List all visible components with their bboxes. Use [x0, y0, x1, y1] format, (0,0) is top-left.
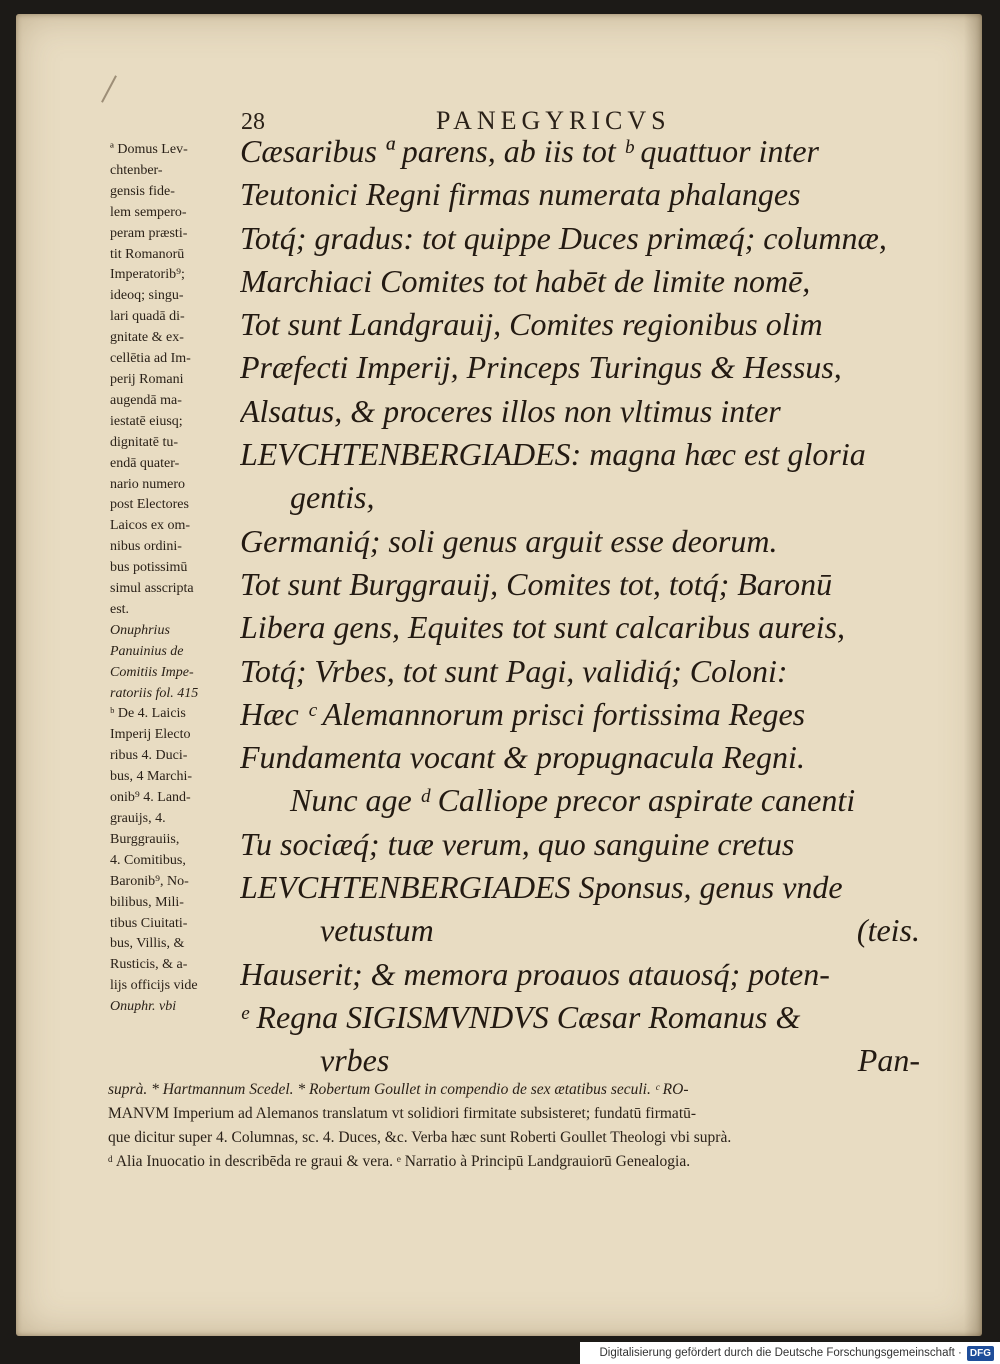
- sidenote-line: nario numero: [110, 476, 186, 492]
- sidenote-line: post Electores: [110, 497, 189, 513]
- sidenote-line: iestatē eiusq;: [110, 413, 183, 429]
- verse-line: Nunc age ᵈ Calliope precor aspirate canenti: [290, 782, 856, 819]
- sidenote-line: cellētia ad Im-: [110, 351, 191, 367]
- sidenote-line: gnitate & ex-: [110, 330, 184, 346]
- sidenote-line: est.: [110, 601, 130, 617]
- sidenote-line: Burggrauiis,: [110, 831, 180, 847]
- verse-line: Tot sunt Landgrauij, Comites regionibus olim: [240, 306, 823, 343]
- sidenote-line: Imperatorib⁹;: [110, 267, 185, 283]
- verse-line: Alsatus, & proceres illos non vltimus inter: [240, 392, 781, 429]
- sidenote-line: dignitatē tu-: [110, 434, 179, 450]
- verse-line: Cæsaribus ª parens, ab iis tot ᵇ quattuor inter: [240, 133, 819, 169]
- sidenote-line: chtenber-: [110, 162, 163, 178]
- dfg-logo-icon: DFG: [967, 1346, 994, 1361]
- verse-line: LEVCHTENBERGIADES Sponsus, genus vnde: [240, 869, 843, 906]
- verse-line-continuation: vetustum: [320, 912, 434, 949]
- verse-line: Teutonici Regni firmas numerata phalanges: [240, 176, 801, 213]
- verse-line-split: [240, 909, 920, 952]
- verse-line: LEVCHTENBERGIADES: magna hæc est gloria: [240, 436, 866, 473]
- verse-line: Tu sociæq́; tuæ verum, quo sanguine cretus: [240, 825, 795, 862]
- digitization-footer: [580, 1342, 1000, 1364]
- sidenote-line: peram præsti-: [110, 225, 188, 241]
- sidenote-line: ratoriis fol. 415: [110, 685, 199, 701]
- footnote-line: suprà. * Hartmannum Scedel. * Robertum Goullet in compendio de sex ætatibus seculi. ᶜ RO-: [108, 1081, 689, 1098]
- verse-line: Præfecti Imperij, Princeps Turingus & Hessus,: [240, 349, 842, 386]
- sidenote-line: perij Romani: [110, 371, 184, 387]
- verse-body: [240, 130, 920, 1083]
- sidenote-line: ᵇ De 4. Laicis: [110, 706, 186, 722]
- sidenote-line: simul asscripta: [110, 581, 194, 597]
- verse-carryover: (teis.: [856, 912, 920, 949]
- marginal-notes: [110, 140, 236, 1018]
- sidenote-line: lem sempero-: [110, 204, 187, 220]
- verse-line: Totq́; gradus: tot quippe Duces primæq́; columnæ,: [240, 219, 887, 256]
- sidenote-line: Comitiis Impe-: [110, 664, 194, 680]
- verse-line: Marchiaci Comites tot habēt de limite nomē,: [240, 262, 811, 299]
- sidenote-line: bilibus, Mili-: [110, 894, 184, 910]
- sidenote-line: nibus ordini-: [110, 539, 182, 555]
- sidenote-line: gensis fide-: [110, 183, 175, 199]
- page-edge-shadow: [964, 14, 982, 1336]
- footnotes: [108, 1078, 928, 1174]
- sidenote-line: tit Romanorū: [110, 246, 185, 262]
- verse-line: Fundamenta vocant & propugnacula Regni.: [240, 739, 805, 776]
- verse-line: Libera gens, Equites tot sunt calcaribus aureis,: [240, 609, 846, 646]
- footnote-line: ᵈ Alia Inuocatio in describēda re graui & vera. ᵉ Narratio à Principū Landgrauiorū Genealogia.: [108, 1153, 691, 1170]
- footnote-line: que dicitur super 4. Columnas, sc. 4. Duces, &c. Verba hæc sunt Roberti Goullet Theologi vbi suprà.: [108, 1129, 732, 1146]
- verse-line: ᵉ Regna SIGISMVNDVS Cæsar Romanus &: [240, 998, 801, 1035]
- sidenote-line: 4. Comitibus,: [110, 852, 186, 868]
- sidenote-line: Baronib⁹, No-: [110, 873, 189, 889]
- sidenote-line: Panuinius de: [110, 643, 184, 659]
- pencil-mark: [101, 75, 117, 102]
- verse-line: Tot sunt Burggrauij, Comites tot, totq́; Baronū: [240, 565, 833, 602]
- page-number: 28: [241, 109, 265, 135]
- sidenote-line: endā quater-: [110, 455, 180, 471]
- sidenote-line: onib⁹ 4. Land-: [110, 790, 191, 806]
- sidenote-line: ideoq; singu-: [110, 288, 184, 304]
- verse-line-continuation: vrbes: [320, 1042, 390, 1079]
- verse-line-continuation: gentis,: [290, 479, 375, 516]
- verse-line: Totq́; Vrbes, tot sunt Pagi, validiq́; Coloni:: [240, 652, 788, 689]
- sidenote-line: grauijs, 4.: [110, 811, 166, 826]
- sidenote-line: tibus Ciuitati-: [110, 915, 188, 931]
- sidenote-line: lari quadā di-: [110, 309, 185, 325]
- verse-line: Hauserit; & memora proauos atauosq́; poten-: [240, 955, 830, 992]
- sidenote-line: Rusticis, & a-: [110, 957, 188, 973]
- sidenote-line: lijs officijs vide: [110, 978, 198, 994]
- verse-line: Hæc ᶜ Alemannorum prisci fortissima Reges: [240, 695, 806, 732]
- sidenote-line: augendā ma-: [110, 392, 182, 408]
- sidenote-line: Imperij Electo: [110, 727, 191, 743]
- sidenote-line: bus, 4 Marchi-: [110, 769, 193, 785]
- catchword: Pan-: [857, 1042, 920, 1079]
- footnote-line: MANVM Imperium ad Alemanos translatum vt solidiori firmitate subsisteret; fundatū firmatū-: [108, 1105, 697, 1122]
- footer-credit: Digitalisierung gefördert durch die Deutsche Forschungsgemeinschaft ·: [599, 1347, 962, 1359]
- verse-line: Germaniq́; soli genus arguit esse deorum.: [240, 522, 778, 559]
- sidenote-line: ª Domus Lev-: [110, 142, 188, 157]
- verse-line-split: [240, 1039, 920, 1082]
- sidenote-line: ribus 4. Duci-: [110, 748, 188, 764]
- running-head: PANEGYRICVS: [436, 106, 671, 135]
- sidenote-line: bus potissimū: [110, 560, 188, 576]
- sidenote-line: Onuphr. vbi: [110, 999, 177, 1015]
- sidenote-line: Onuphrius: [110, 622, 170, 638]
- sidenote-line: Laicos ex om-: [110, 518, 191, 534]
- sidenote-line: bus, Villis, &: [110, 936, 185, 952]
